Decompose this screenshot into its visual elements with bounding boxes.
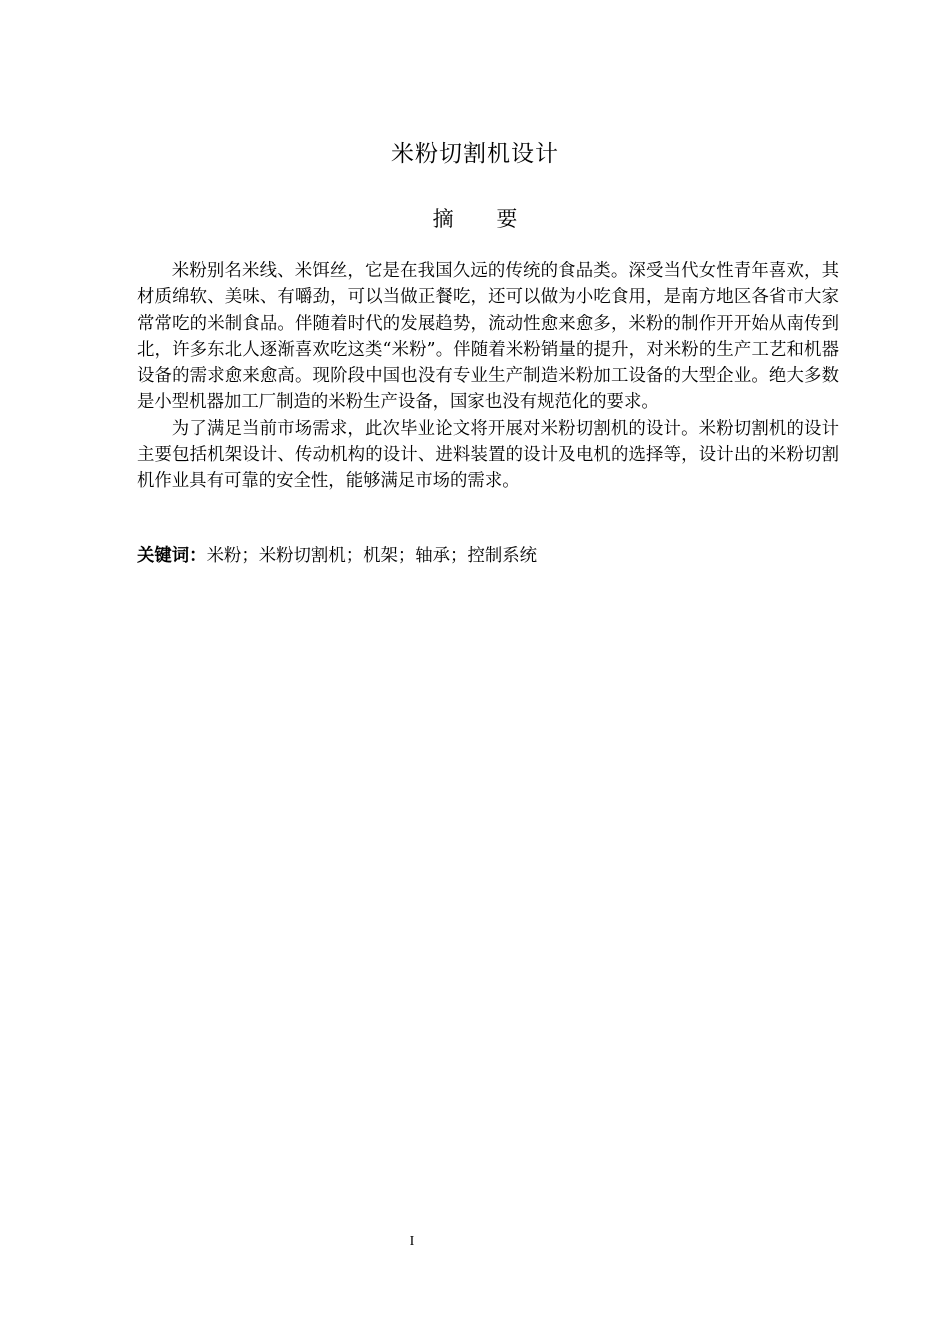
abstract-paragraph-2: 为了满足当前市场需求，此次毕业论文将开展对米粉切割机的设计。米粉切割机的设计主要包括机架设计、传动机构的设计、进料装置的设计及电机的选择等，设计出的米粉切割机作业具有可靠的安全性，能够满足市场的需求。: [137, 418, 839, 492]
keywords-list: 米粉；米粉切割机；机架；轴承；控制系统: [206, 546, 538, 566]
keywords-label: 关键词：: [137, 546, 207, 566]
page-number: I: [409, 1234, 415, 1249]
abstract-body: [137, 258, 839, 495]
abstract-heading: 摘 要: [432, 207, 536, 231]
document-title: 米粉切割机设计: [391, 141, 559, 167]
abstract-paragraph-1: 米粉别名米线、米饵丝，它是在我国久远的传统的食品类。深受当代女性青年喜欢，其材质绵软、美味、有嚼劲，可以当做正餐吃，还可以做为小吃食用，是南方地区各省市大家常常吃的米制食品。伴随着时代的发展趋势，流动性愈来愈多，米粉的制作开开始从南传到北，许多东北人逐渐喜欢吃这类“米粉”。伴随着米粉销量的提升，对米粉的生产工艺和机器设备的需求愈来愈高。现阶段中国也没有专业生产制造米粉加工设备的大型企业。绝大多数是小型机器加工厂制造的米粉生产设备，国家也没有规范化的要求。: [137, 261, 839, 413]
keywords-line: [137, 543, 839, 569]
